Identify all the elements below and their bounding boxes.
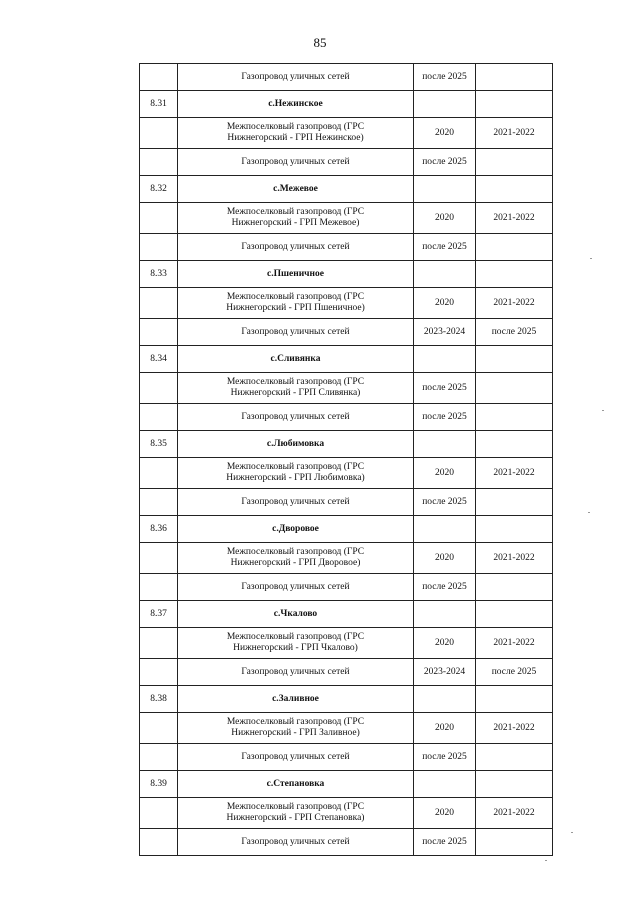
year-cell bbox=[476, 601, 553, 628]
section-header-row bbox=[140, 686, 553, 713]
year-cell bbox=[476, 489, 553, 516]
object-line: Межпоселковый газопровод (ГРС bbox=[226, 632, 365, 642]
year-cell bbox=[476, 431, 553, 458]
object-cell bbox=[178, 288, 414, 319]
year-cell bbox=[414, 771, 476, 798]
year-cell: 2021-2022 bbox=[476, 458, 553, 489]
section-header-row bbox=[140, 346, 553, 373]
number-cell bbox=[140, 373, 178, 404]
object-line: Нижнегорский - ГРП Заливное) bbox=[231, 728, 360, 738]
section-header-row bbox=[140, 601, 553, 628]
object-line: Газопровод уличных сетей bbox=[241, 751, 350, 762]
object-line: Газопровод уличных сетей bbox=[241, 241, 350, 252]
number-cell bbox=[140, 118, 178, 149]
object-line: Межпоселковый газопровод (ГРС bbox=[226, 717, 365, 727]
year-cell: после 2025 bbox=[414, 149, 476, 176]
object-line: Нижнегорский - ГРП Любимовка) bbox=[226, 473, 365, 483]
number-cell bbox=[140, 798, 178, 829]
year-cell: после 2025 bbox=[414, 829, 476, 856]
object-cell bbox=[178, 319, 414, 346]
table-row bbox=[140, 489, 553, 516]
scan-speck bbox=[602, 410, 604, 411]
year-cell bbox=[476, 744, 553, 771]
year-cell bbox=[476, 149, 553, 176]
year-cell bbox=[414, 91, 476, 118]
object-line: Межпоселковый газопровод (ГРС bbox=[226, 122, 365, 132]
year-cell bbox=[414, 431, 476, 458]
table-row bbox=[140, 458, 553, 489]
table-row bbox=[140, 713, 553, 744]
object-line: Нижнегорский - ГРП Степановка) bbox=[226, 813, 365, 823]
year-cell: после 2025 bbox=[414, 574, 476, 601]
section-header-row bbox=[140, 771, 553, 798]
object-cell bbox=[178, 628, 414, 659]
year-cell: после 2025 bbox=[414, 64, 476, 91]
section-number: 8.31 bbox=[140, 91, 178, 118]
object-line: Межпоселковый газопровод (ГРС bbox=[226, 377, 365, 387]
object-line: Нижнегорский - ГРП Пшеничное) bbox=[226, 303, 365, 313]
object-cell bbox=[178, 234, 414, 261]
year-cell: 2021-2022 bbox=[476, 798, 553, 829]
year-cell bbox=[476, 516, 553, 543]
object-line: Газопровод уличных сетей bbox=[241, 496, 350, 507]
number-cell bbox=[140, 458, 178, 489]
object-line: Межпоселковый газопровод (ГРС bbox=[226, 547, 365, 557]
village-name: с.Нежинское bbox=[178, 91, 414, 118]
object-cell bbox=[178, 744, 414, 771]
year-cell bbox=[476, 404, 553, 431]
year-cell: 2020 bbox=[414, 543, 476, 574]
object-line: Межпоселковый газопровод (ГРС bbox=[226, 462, 365, 472]
scan-speck bbox=[545, 860, 547, 861]
year-cell: после 2025 bbox=[476, 319, 553, 346]
section-number: 8.37 bbox=[140, 601, 178, 628]
village-name: с.Чкалово bbox=[178, 601, 414, 628]
year-cell bbox=[476, 234, 553, 261]
village-name: с.Пшеничное bbox=[178, 261, 414, 288]
village-name: с.Любимовка bbox=[178, 431, 414, 458]
object-line: Газопровод уличных сетей bbox=[241, 326, 350, 337]
table-row bbox=[140, 319, 553, 346]
table-row bbox=[140, 628, 553, 659]
table-row bbox=[140, 404, 553, 431]
year-cell: 2023-2024 bbox=[414, 319, 476, 346]
number-cell bbox=[140, 404, 178, 431]
object-cell bbox=[178, 543, 414, 574]
section-header-row bbox=[140, 431, 553, 458]
village-name: с.Заливное bbox=[178, 686, 414, 713]
page-number: 85 bbox=[313, 35, 327, 50]
year-cell: 2021-2022 bbox=[476, 543, 553, 574]
section-header-row bbox=[140, 176, 553, 203]
village-name: с.Степановка bbox=[178, 771, 414, 798]
year-cell bbox=[476, 176, 553, 203]
table-row bbox=[140, 829, 553, 856]
object-line: Газопровод уличных сетей bbox=[241, 836, 350, 847]
section-number: 8.34 bbox=[140, 346, 178, 373]
section-number: 8.36 bbox=[140, 516, 178, 543]
year-cell: 2020 bbox=[414, 458, 476, 489]
object-cell bbox=[178, 118, 414, 149]
gas-pipeline-table bbox=[139, 63, 553, 856]
year-cell bbox=[414, 176, 476, 203]
section-header-row bbox=[140, 261, 553, 288]
table-row bbox=[140, 234, 553, 261]
scan-speck bbox=[571, 832, 573, 833]
year-cell: 2020 bbox=[414, 628, 476, 659]
object-line: Газопровод уличных сетей bbox=[241, 411, 350, 422]
object-line: Нижнегорский - ГРП Сливянка) bbox=[230, 388, 361, 398]
year-cell: 2020 bbox=[414, 713, 476, 744]
year-cell bbox=[414, 686, 476, 713]
year-cell bbox=[476, 64, 553, 91]
section-number: 8.39 bbox=[140, 771, 178, 798]
village-name: с.Межевое bbox=[178, 176, 414, 203]
table-body bbox=[140, 64, 553, 856]
year-cell bbox=[476, 574, 553, 601]
object-cell bbox=[178, 659, 414, 686]
year-cell: после 2025 bbox=[476, 659, 553, 686]
object-cell bbox=[178, 373, 414, 404]
table-row bbox=[140, 798, 553, 829]
year-cell: 2020 bbox=[414, 203, 476, 234]
section-number: 8.33 bbox=[140, 261, 178, 288]
section-number: 8.38 bbox=[140, 686, 178, 713]
year-cell: после 2025 bbox=[414, 489, 476, 516]
year-cell bbox=[414, 516, 476, 543]
year-cell: после 2025 bbox=[414, 744, 476, 771]
object-line: Нижнегорский - ГРП Нежинское) bbox=[227, 133, 364, 143]
year-cell: 2021-2022 bbox=[476, 288, 553, 319]
year-cell: 2020 bbox=[414, 798, 476, 829]
object-cell bbox=[178, 713, 414, 744]
year-cell bbox=[476, 771, 553, 798]
year-cell: после 2025 bbox=[414, 404, 476, 431]
year-cell: 2020 bbox=[414, 288, 476, 319]
number-cell bbox=[140, 744, 178, 771]
year-cell: 2021-2022 bbox=[476, 713, 553, 744]
table-row bbox=[140, 659, 553, 686]
table-row bbox=[140, 543, 553, 574]
object-cell bbox=[178, 149, 414, 176]
object-line: Межпоселковый газопровод (ГРС bbox=[226, 292, 365, 302]
table-row bbox=[140, 373, 553, 404]
object-line: Нижнегорский - ГРП Межевое) bbox=[231, 218, 360, 228]
section-number: 8.32 bbox=[140, 176, 178, 203]
table-row bbox=[140, 149, 553, 176]
object-cell bbox=[178, 458, 414, 489]
scan-speck bbox=[588, 512, 590, 513]
number-cell bbox=[140, 574, 178, 601]
object-cell bbox=[178, 203, 414, 234]
number-cell bbox=[140, 659, 178, 686]
number-cell bbox=[140, 288, 178, 319]
object-cell bbox=[178, 404, 414, 431]
year-cell bbox=[414, 261, 476, 288]
scan-speck bbox=[590, 258, 592, 259]
table-row bbox=[140, 288, 553, 319]
object-line: Нижнегорский - ГРП Чкалово) bbox=[233, 643, 358, 653]
number-cell bbox=[140, 628, 178, 659]
number-cell bbox=[140, 319, 178, 346]
year-cell bbox=[476, 346, 553, 373]
number-cell bbox=[140, 829, 178, 856]
year-cell bbox=[476, 261, 553, 288]
table-row bbox=[140, 118, 553, 149]
number-cell bbox=[140, 234, 178, 261]
year-cell bbox=[414, 601, 476, 628]
section-header-row bbox=[140, 516, 553, 543]
year-cell bbox=[414, 346, 476, 373]
table-row bbox=[140, 64, 553, 91]
object-line: Газопровод уличных сетей bbox=[241, 156, 350, 167]
object-line: Межпоселковый газопровод (ГРС bbox=[226, 802, 365, 812]
year-cell: после 2025 bbox=[414, 373, 476, 404]
object-cell bbox=[178, 489, 414, 516]
section-number: 8.35 bbox=[140, 431, 178, 458]
object-line: Газопровод уличных сетей bbox=[241, 666, 350, 677]
number-cell bbox=[140, 203, 178, 234]
village-name: с.Сливянка bbox=[178, 346, 414, 373]
year-cell: 2023-2024 bbox=[414, 659, 476, 686]
number-cell bbox=[140, 713, 178, 744]
year-cell bbox=[476, 373, 553, 404]
number-cell bbox=[140, 149, 178, 176]
object-line: Межпоселковый газопровод (ГРС bbox=[226, 207, 365, 217]
table-row bbox=[140, 203, 553, 234]
year-cell bbox=[476, 91, 553, 118]
year-cell bbox=[476, 829, 553, 856]
section-header-row bbox=[140, 91, 553, 118]
year-cell bbox=[476, 686, 553, 713]
table-row bbox=[140, 744, 553, 771]
number-cell bbox=[140, 543, 178, 574]
object-cell: Газопровод уличных сетей bbox=[178, 64, 414, 91]
object-cell bbox=[178, 829, 414, 856]
object-cell bbox=[178, 574, 414, 601]
object-line: Нижнегорский - ГРП Дворовое) bbox=[230, 558, 361, 568]
village-name: с.Дворовое bbox=[178, 516, 414, 543]
year-cell: 2021-2022 bbox=[476, 203, 553, 234]
year-cell: после 2025 bbox=[414, 234, 476, 261]
year-cell: 2021-2022 bbox=[476, 118, 553, 149]
object-cell bbox=[178, 798, 414, 829]
year-cell: 2020 bbox=[414, 118, 476, 149]
year-cell: 2021-2022 bbox=[476, 628, 553, 659]
object-line: Газопровод уличных сетей bbox=[241, 581, 350, 592]
table-row bbox=[140, 574, 553, 601]
number-cell bbox=[140, 489, 178, 516]
number-cell bbox=[140, 64, 178, 91]
